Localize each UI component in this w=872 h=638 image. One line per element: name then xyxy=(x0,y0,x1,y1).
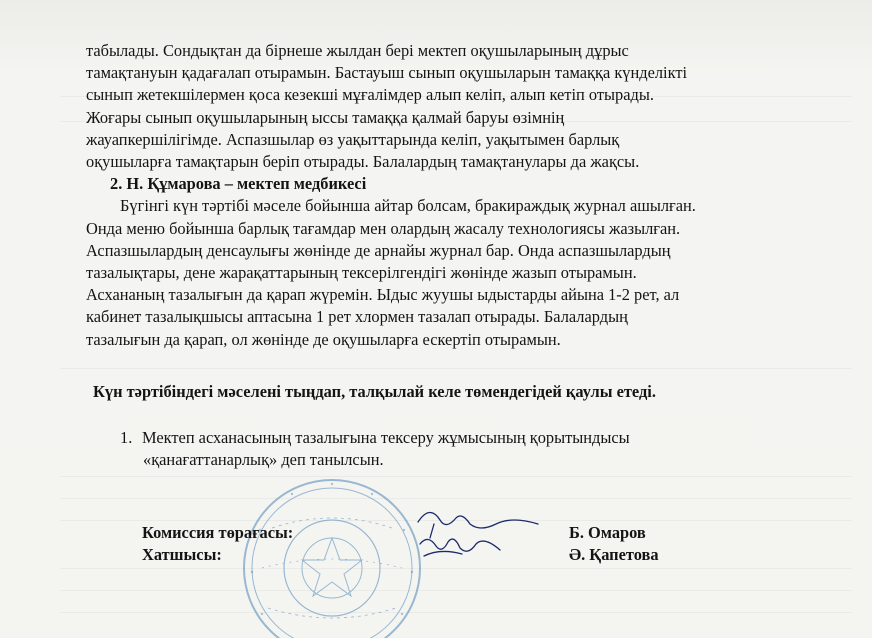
paragraph-line: Бүгінгі күн тәртібі мәселе бойынша айтар болсам, бракираждық журнал ашылған. xyxy=(120,196,696,216)
resolution-number: 1. xyxy=(120,428,133,447)
paragraph-line: Жоғары сынып оқушыларының ыссы тамаққа қалмай баруы өзімнің xyxy=(86,107,565,127)
paragraph-line: тамақтануын қадағалап отырамын. Бастауыш сынып оқушыларын тамаққа күнделікті xyxy=(86,63,688,83)
paragraph-line: сынып жетекшілермен қоса кезекші мұғалімдер алып келіп, алып кетіп отырады. xyxy=(86,85,654,105)
paragraph-line: жауапкершілігімде. Аспазшылар өз уақыттарында келіп, уақытымен барлық xyxy=(86,129,620,149)
resolution-list xyxy=(120,427,840,471)
chair-name: Б. Омаров xyxy=(569,523,646,542)
resolution-item xyxy=(120,427,840,449)
secretary-name: Ә. Қапетова xyxy=(569,545,659,564)
decision-heading: Күн тәртібіндегі мәселені тыңдап, талқылай келе төмендегідей қаулы етеді. xyxy=(93,382,656,401)
paragraph-line: тазалықтары, дене жарақаттарының тексерілгендігі жөнінде жазып отырамын. xyxy=(86,263,637,283)
paragraph-line: кабинет тазалықшысы аптасына 1 рет хлормен тазалап отырады. Балалардың xyxy=(86,307,628,327)
paragraph-line: Онда меню бойынша барлық тағамдар мен олардың жасалу технологиясы жазылған. xyxy=(86,218,681,238)
handwritten-signature xyxy=(400,494,550,564)
minutes-body xyxy=(86,40,836,351)
paragraph-line: оқушыларға тамақтарын беріп отырады. Балалардың тамақтанулары да жақсы. xyxy=(86,152,640,172)
speaker-heading: 2. Н. Құмарова – мектеп медбикесі xyxy=(110,174,367,194)
paragraph-line: тазалығын да қарап, ол жөнінде де оқушыларға ескертіп отырамын. xyxy=(86,329,561,349)
resolution-text: Мектеп асханасының тазалығына тексеру жұмысының қорытындысы xyxy=(142,428,630,447)
resolution-text: «қанағаттанарлық» деп танылсын. xyxy=(143,450,384,470)
paragraph-line: Асхананың тазалығын да қарап жүремін. Ыдыс жуушы ыдыстарды айына 1-2 рет, ал xyxy=(86,285,680,305)
paragraph-line: табылады. Сондықтан да бірнеше жылдан бері мектеп оқушыларының дұрыс xyxy=(86,41,629,60)
chair-label: Комиссия төрағасы: xyxy=(142,523,294,542)
paragraph-line: Аспазшылардың денсаулығы жөнінде де арнайы журнал бар. Онда аспазшылардың xyxy=(86,240,671,260)
secretary-label: Хатшысы: xyxy=(142,545,222,564)
